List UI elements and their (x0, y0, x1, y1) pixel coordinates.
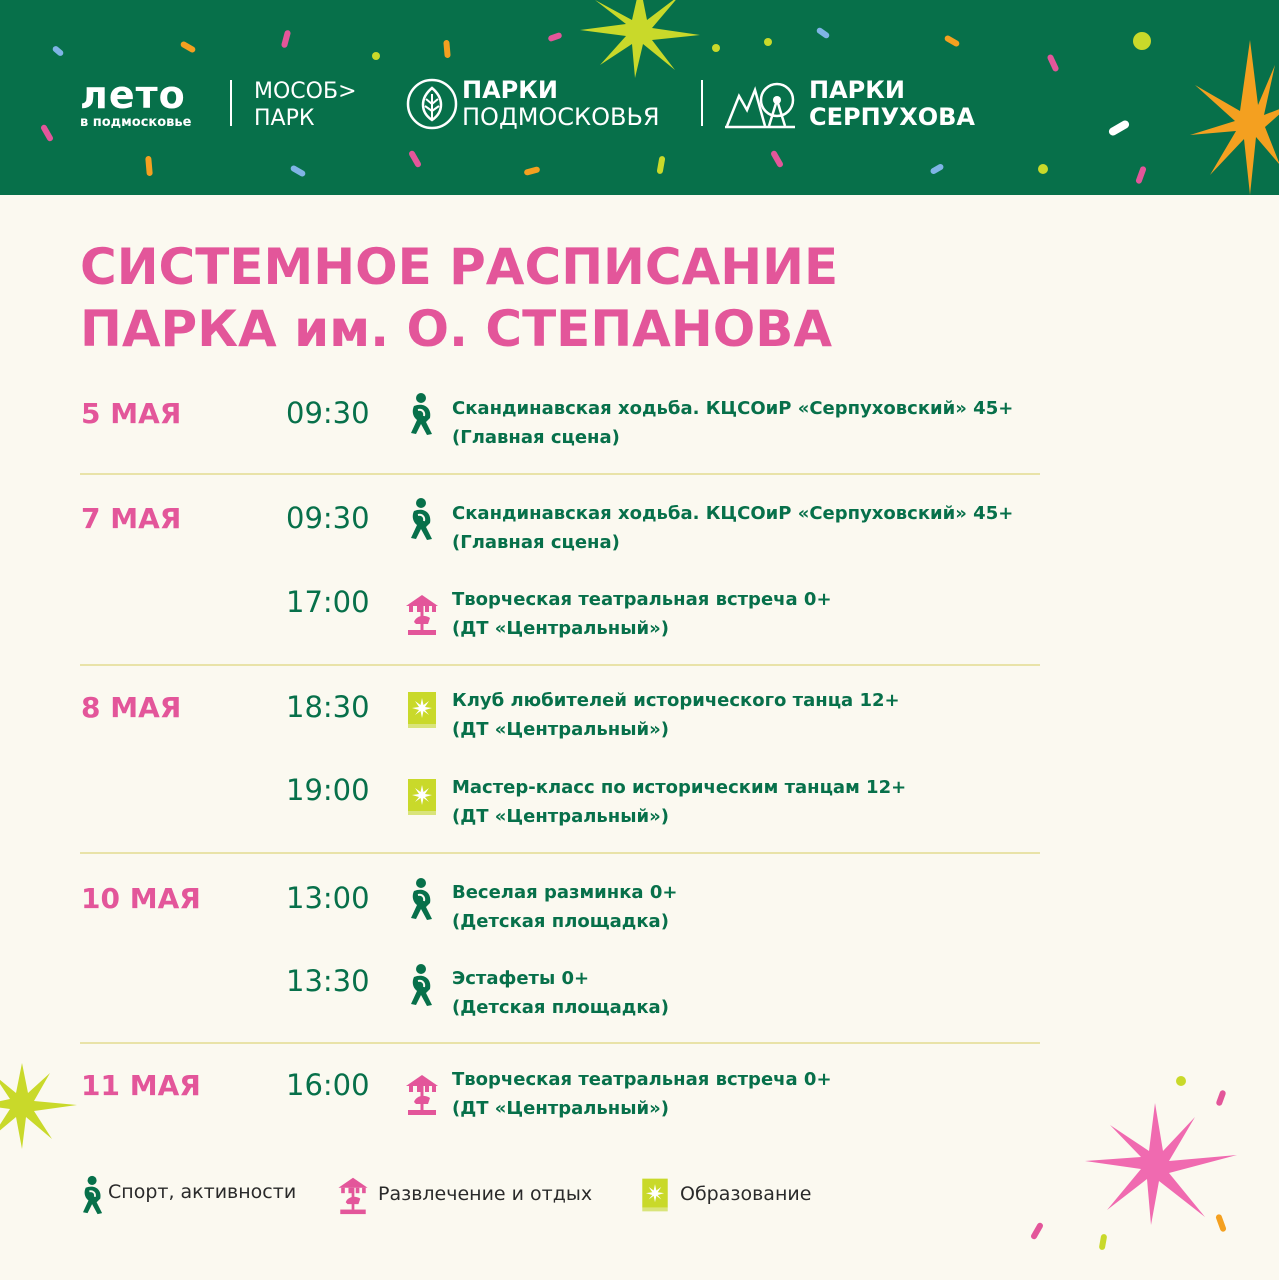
divider (80, 852, 1040, 854)
event-time: 16:00 (286, 1068, 370, 1102)
date-label: 11 МАЯ (81, 1069, 201, 1102)
starburst-icon (1180, 40, 1279, 195)
parki-podmoskovya-logo: ПАРКИ ПОДМОСКОВЬЯ (462, 76, 660, 131)
event-description: Мастер-класс по историческим танцам 12+ (ДТ «Центральный») (452, 777, 907, 827)
date-label: 5 МАЯ (81, 397, 182, 430)
date-label: 10 МАЯ (81, 882, 201, 915)
event-time: 13:00 (286, 881, 370, 915)
date-label: 7 МАЯ (81, 502, 182, 535)
logo-divider (230, 80, 232, 126)
carousel-icon (404, 1072, 440, 1116)
divider (80, 1042, 1040, 1044)
divider (80, 473, 1040, 475)
event-time: 09:30 (286, 396, 370, 430)
event-time: 13:30 (286, 964, 370, 998)
book-icon (404, 688, 440, 732)
mosobpark-logo: МОСОБ> ПАРК (254, 79, 357, 131)
leaf-icon (406, 78, 458, 130)
divider (80, 664, 1040, 666)
runner-icon (404, 963, 440, 1007)
book-icon (404, 775, 440, 819)
runner-icon (76, 1175, 110, 1215)
event-description: Творческая театральная встреча 0+ (ДТ «Центральный») (452, 589, 832, 639)
event-time: 17:00 (286, 585, 370, 619)
event-description: Скандинавская ходьба. КЦСОиР «Серпуховский» 45+ (Главная сцена) (452, 503, 1014, 553)
page-title: СИСТЕМНОЕ РАСПИСАНИЕ ПАРКА им. О. СТЕПАНОВА (80, 238, 839, 358)
carousel-icon (404, 592, 440, 636)
leto-logo: лето в подмосковье (80, 73, 192, 130)
legend-label: Спорт, активности (108, 1181, 297, 1203)
event-time: 09:30 (286, 501, 370, 535)
legend-label: Развлечение и отдых (378, 1183, 593, 1205)
ferris-wheel-icon (725, 76, 797, 130)
runner-icon (404, 392, 440, 436)
event-description: Клуб любителей исторического танца 12+ (ДТ «Центральный») (452, 690, 900, 740)
event-description: Веселая разминка 0+ (Детская площадка) (452, 882, 678, 932)
carousel-icon (336, 1175, 370, 1215)
event-description: Творческая театральная встреча 0+ (ДТ «Центральный») (452, 1069, 832, 1119)
logo-divider (701, 80, 703, 126)
event-description: Скандинавская ходьба. КЦСОиР «Серпуховский» 45+ (Главная сцена) (452, 398, 1014, 448)
event-time: 18:30 (286, 690, 370, 724)
starburst-icon (1070, 1080, 1240, 1230)
event-time: 19:00 (286, 773, 370, 807)
parki-serpukhova-logo: ПАРКИ СЕРПУХОВА (809, 76, 975, 131)
header-banner (0, 0, 1279, 195)
event-description: Эстафеты 0+ (Детская площадка) (452, 968, 669, 1018)
runner-icon (404, 877, 440, 921)
book-icon (638, 1175, 672, 1215)
runner-icon (404, 497, 440, 541)
date-label: 8 МАЯ (81, 691, 182, 724)
legend-label: Образование (680, 1183, 812, 1205)
starburst-icon (0, 1055, 80, 1155)
